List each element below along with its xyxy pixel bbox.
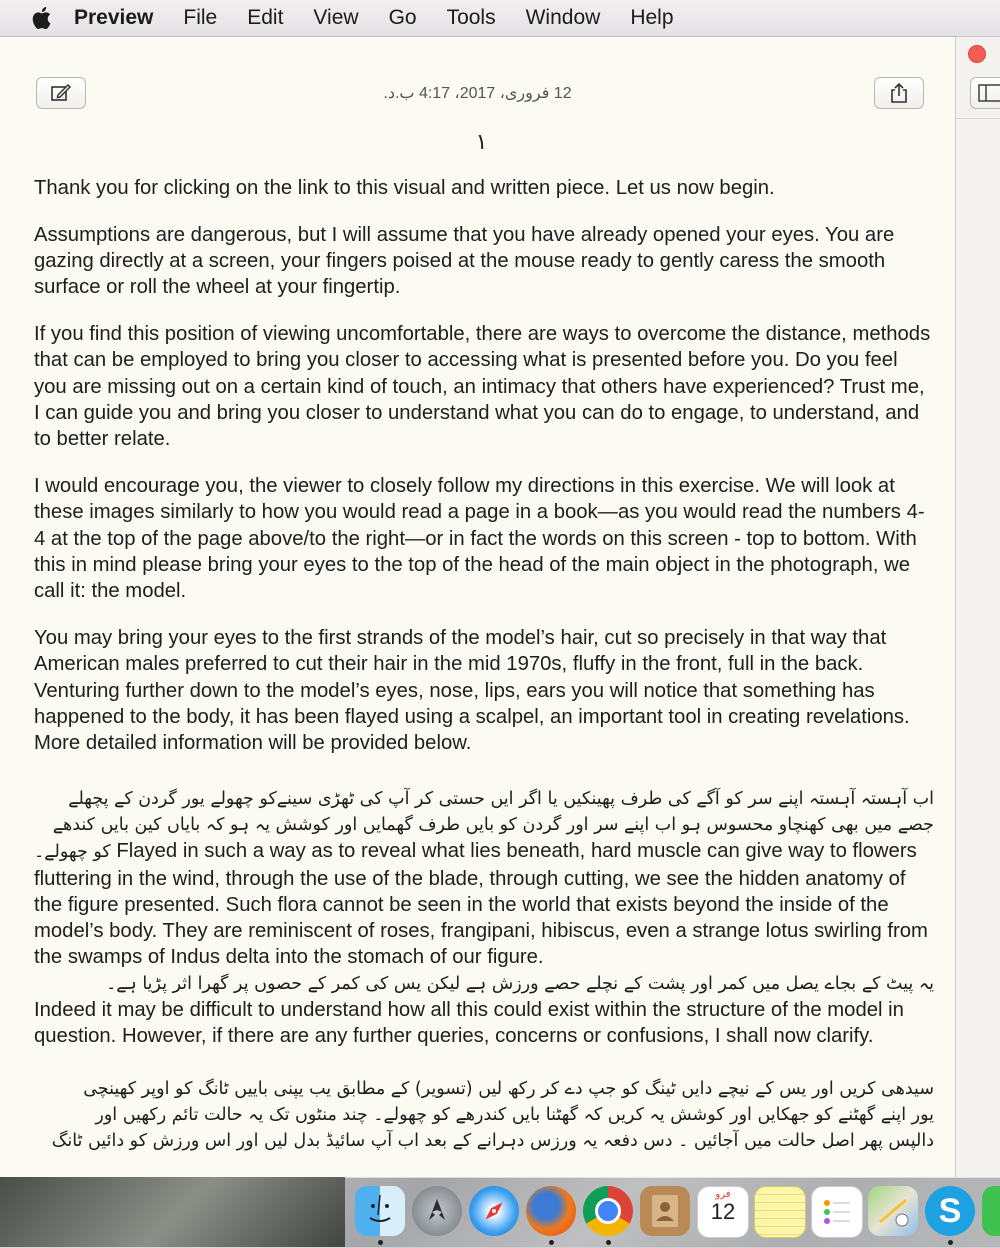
app-icon[interactable] — [982, 1186, 1000, 1236]
menu-help[interactable]: Help — [630, 6, 674, 29]
page-number: ١ — [475, 129, 488, 154]
running-indicator — [378, 1240, 383, 1245]
document-window — [0, 37, 955, 1177]
calendar-day: 12 — [710, 1199, 736, 1224]
document-date: 12 فروری، 2017، 4:17 ب.د. — [383, 85, 572, 102]
calendar-month: فرو — [715, 1189, 731, 1200]
reminders-icon[interactable] — [811, 1186, 863, 1238]
chrome-icon[interactable] — [583, 1186, 633, 1236]
launchpad-icon[interactable] — [412, 1186, 462, 1236]
contacts-icon[interactable] — [640, 1186, 690, 1236]
urdu-line: دالپس پھر اصل حالت میں آجائیں ۔ دس دفعہ یہ ورزس دہرانے کے بعد اب آپ سائیڈ بدل لیں اور اس ورزش کو دائیں ٹانگ — [51, 1131, 934, 1152]
menu-bar — [0, 0, 1000, 37]
english-text: Flayed in such a way as to reveal what lies beneath, hard muscle can give way to flowers fluttering in the wind, through the use of the blade, through cutting, we see the hidden anatomy of the figure presented. Such flora cannot be seen in the world that exists beyond the inside of the model’s body. They are reminiscent of roses, frangipani, hibiscus, even a strange lotus swirling from the swamps of Indus delta into the stomach of our figure. — [34, 840, 928, 969]
close-button[interactable] — [968, 45, 986, 63]
safari-icon[interactable] — [469, 1186, 519, 1236]
menu-edit[interactable]: Edit — [247, 6, 284, 29]
urdu-line: سیدھی کریں اور یس کے نیچے دایں ٹینگ کو جپ دے کر رکھ لیں (تسویر) کے مطابق یب یپنی باییں ٹانگ کو اوپر کھینچی — [83, 1078, 934, 1099]
running-indicator — [948, 1240, 953, 1245]
paragraph-7 — [34, 1076, 934, 1155]
urdu-line: یہ پیٹ کے بجاے یصل میں کمر اور پشت کے نچلے حصے ورزش ہے لیکن یس کی کمر کے حصوں پر گھرا اثر پڑیا ہے۔ — [106, 973, 934, 994]
document-body — [34, 175, 934, 1175]
toolbar-divider — [956, 118, 1000, 119]
finder-icon[interactable] — [355, 1186, 405, 1236]
menu-view[interactable]: View — [313, 6, 359, 29]
sidebar-icon — [977, 79, 1000, 107]
paragraph-2: Assumptions are dangerous, but I will assume that you have already opened your eyes. You are gazing directly at a screen, your fingers poised at the mouse ready to gently caress the smooth surface or roll the wheel at your fingertip. — [34, 223, 895, 299]
menu-go[interactable]: Go — [388, 6, 417, 29]
paragraph-1: Thank you for clicking on the link to this visual and written piece. Let us now begin. — [34, 177, 775, 199]
paragraph-6 — [34, 786, 934, 1050]
english-text: Indeed it may be difficult to understand how all this could exist within the structure of the model in question. However, if there are any further queries, concerns or confusions, I shall now clarify. — [34, 999, 904, 1048]
apple-menu-icon[interactable] — [30, 5, 56, 31]
maps-icon[interactable] — [868, 1186, 918, 1236]
share-button[interactable] — [874, 77, 924, 109]
skype-icon[interactable]: S — [925, 1186, 975, 1236]
paragraph-3: If you find this position of viewing uncomfortable, there are ways to overcome the distance, methods that can be employed to bring you closer to accessing what is presented before you. Do you feel you are missing out on a certain kind of touch, an intimacy that others have experienced? Trust me, I can guide you and bring you closer to understand what you can do to engage, to understand, and to better relate. — [34, 323, 931, 451]
firefox-icon[interactable] — [526, 1186, 576, 1236]
urdu-line: جصے میں بھی کھنچاو محسوس ہو اب اپنے سر اور گردن کو بایں طرف گھمایں اور کوشش یہ ہو کہ بایاں کین بایں کندھے — [52, 814, 934, 835]
urdu-inline-text: کو چھولے۔ — [34, 842, 111, 863]
running-indicator — [606, 1240, 611, 1245]
menu-app-preview[interactable]: Preview — [74, 6, 154, 29]
running-indicator — [549, 1240, 554, 1245]
notes-icon[interactable] — [754, 1186, 806, 1238]
dock — [345, 1177, 1000, 1248]
urdu-line: اب آہستہ آہستہ اپنے سر کو آگے کی طرف پھینکیں یا اگر ایں حستی کر آپ کی ٹھڑی سینےکو چھولے یور گردن کے پچھلے — [68, 788, 934, 809]
share-icon — [889, 82, 909, 104]
calendar-icon[interactable] — [697, 1186, 749, 1238]
paragraph-5: You may bring your eyes to the first strands of the model’s hair, cut so precisely in that way that American males preferred to cut their hair in the mid 1970s, fluffy in the front, full in the back. Venturing further down to the model’s eyes, nose, lips, ears you will notice that something has happened to the body, it has been flayed using a scalpel, an important tool in creating revelations. More detailed information will be provided below. — [34, 627, 910, 755]
menu-file[interactable]: File — [183, 6, 218, 29]
urdu-line: یور اپنے گھٹنے کو جھکایں اور کوشش یہ کریں کہ گھٹنا بایں کندرھے کو چھولے۔ چند منٹوں تک یہ حالت تائم رکھیں اور — [95, 1104, 934, 1125]
sidebar-toggle-button[interactable] — [970, 77, 1000, 109]
menu-window[interactable]: Window — [525, 6, 601, 29]
menu-tools[interactable]: Tools — [446, 6, 496, 29]
background-window — [955, 37, 1000, 1177]
paragraph-4: I would encourage you, the viewer to closely follow my directions in this exercise. We will look at these images similarly to how you would read a page in a book—as you would read the numbers 4-4 at the top of the page above/to the right—or in fact the words on this screen - top to bottom. With this in mind please bring your eyes to the top of the head of the main object in the photograph, we call it: the model. — [34, 475, 925, 603]
